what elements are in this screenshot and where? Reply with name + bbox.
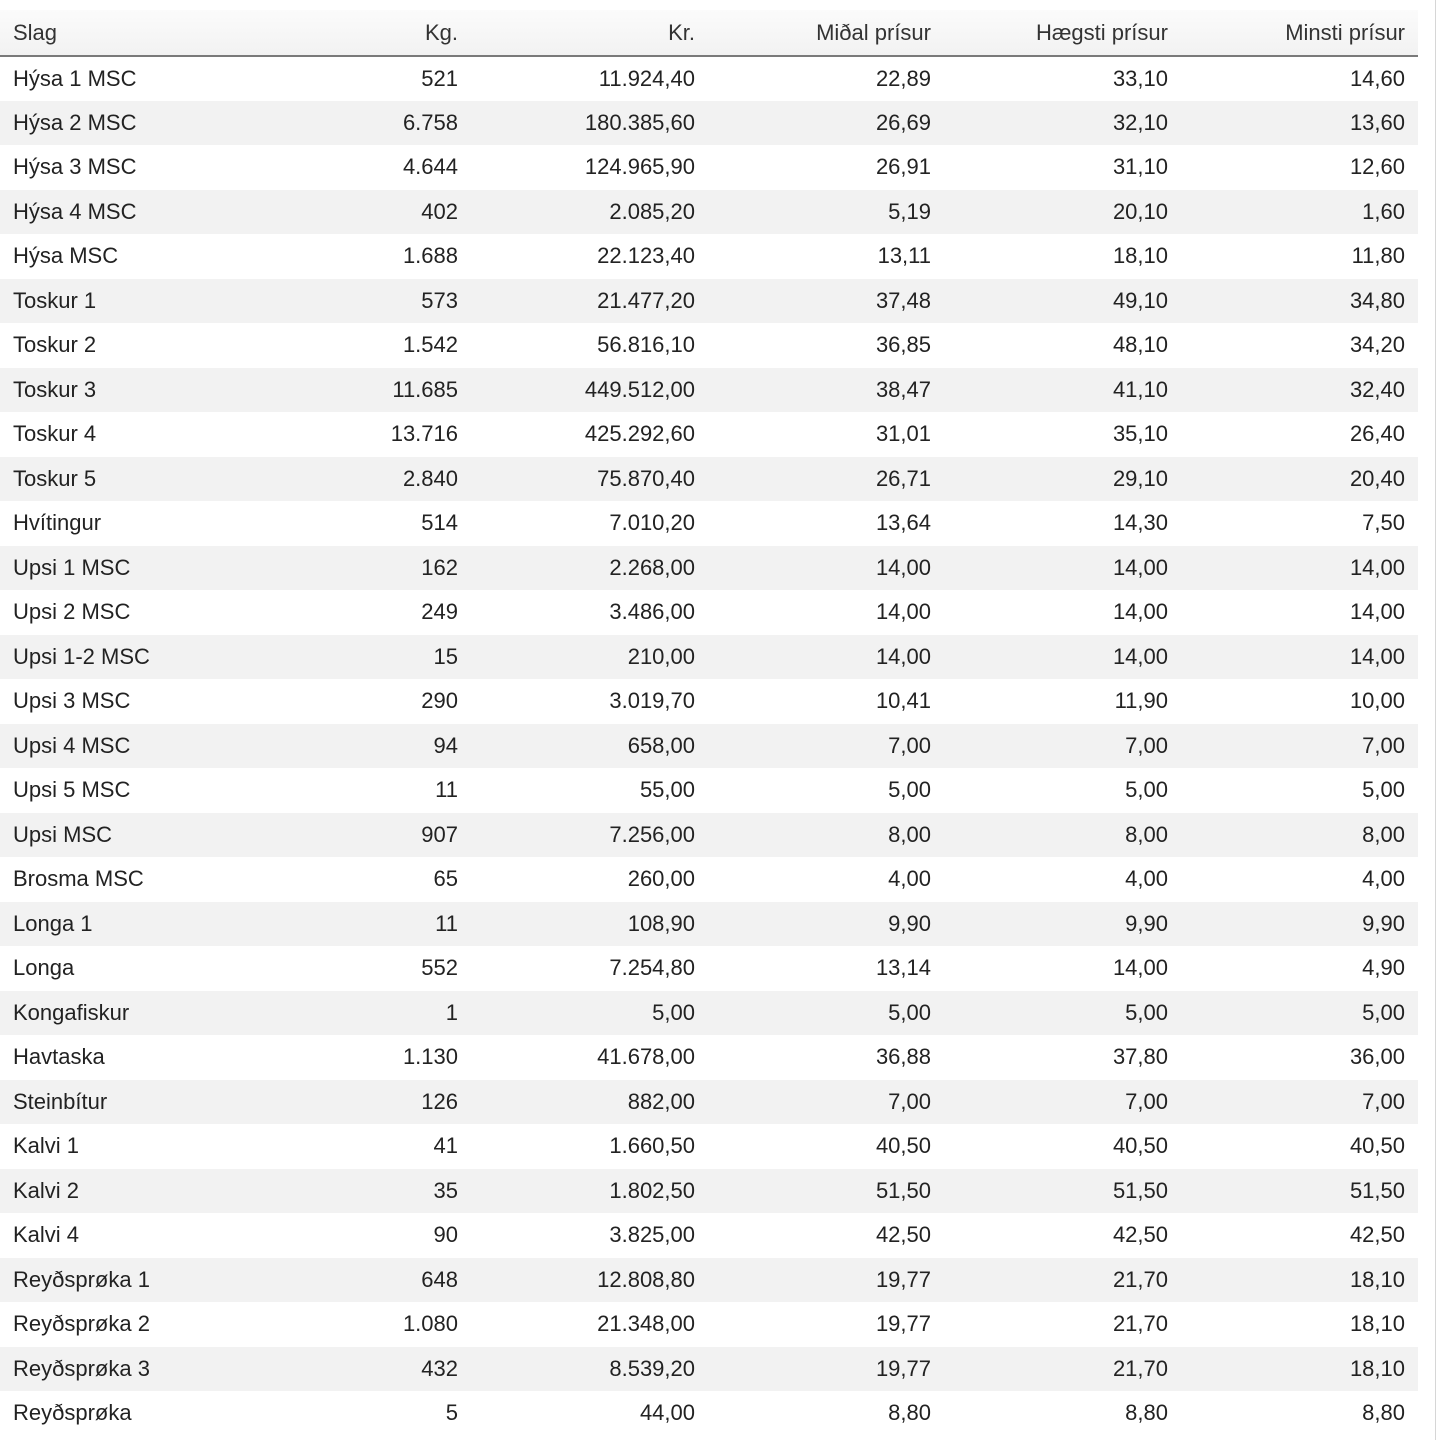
cell-average-price: 10,41 — [875, 688, 931, 714]
cell-kr: 1.802,50 — [609, 1177, 695, 1203]
cell-highest-price: 37,80 — [1112, 1044, 1168, 1070]
cell-average-price: 14,00 — [875, 643, 931, 669]
cell-kr: 658,00 — [627, 732, 695, 758]
cell-highest-price: 14,30 — [1112, 510, 1168, 536]
cell-kr: 210,00 — [627, 643, 695, 669]
cell-slag: Kalvi 1 — [13, 1133, 80, 1159]
cell-slag: Upsi MSC — [13, 821, 113, 847]
cell-kg: 1 — [445, 999, 458, 1025]
cell-lowest-price: 8,80 — [1362, 1400, 1405, 1426]
cell-average-price: 7,00 — [888, 1088, 931, 1114]
cell-average-price: 38,47 — [875, 376, 931, 402]
table-row — [0, 1169, 1418, 1214]
cell-kr: 75.870,40 — [597, 465, 695, 491]
cell-kg: 65 — [433, 866, 458, 892]
cell-average-price: 19,77 — [875, 1266, 931, 1292]
cell-lowest-price: 20,40 — [1349, 465, 1405, 491]
cell-average-price: 14,00 — [875, 554, 931, 580]
cell-average-price: 5,00 — [888, 999, 931, 1025]
cell-lowest-price: 51,50 — [1349, 1177, 1405, 1203]
cell-kr: 21.477,20 — [597, 287, 695, 313]
cell-kr: 7.254,80 — [609, 955, 695, 981]
cell-lowest-price: 4,00 — [1362, 866, 1405, 892]
cell-slag: Upsi 2 MSC — [13, 599, 131, 625]
cell-lowest-price: 7,00 — [1362, 732, 1405, 758]
cell-highest-price: 48,10 — [1112, 332, 1168, 358]
cell-lowest-price: 5,00 — [1362, 777, 1405, 803]
cell-highest-price: 33,10 — [1112, 65, 1168, 91]
cell-highest-price: 20,10 — [1112, 198, 1168, 224]
cell-slag: Reyðsprøka — [13, 1400, 132, 1426]
cell-kg: 648 — [421, 1266, 458, 1292]
cell-average-price: 36,88 — [875, 1044, 931, 1070]
cell-highest-price: 49,10 — [1112, 287, 1168, 313]
cell-lowest-price: 1,60 — [1362, 198, 1405, 224]
cell-highest-price: 11,90 — [1114, 688, 1168, 714]
cell-kg: 6.758 — [402, 109, 458, 135]
table-row — [0, 991, 1418, 1036]
table-row — [0, 635, 1418, 680]
cell-average-price: 13,11 — [877, 243, 931, 269]
cell-lowest-price: 34,20 — [1349, 332, 1405, 358]
table-row — [0, 101, 1418, 146]
cell-kg: 35 — [433, 1177, 458, 1203]
table-row — [0, 190, 1418, 235]
cell-average-price: 31,01 — [875, 421, 931, 447]
cell-average-price: 26,91 — [875, 154, 931, 180]
cell-kr: 108,90 — [627, 910, 695, 936]
header-row — [0, 10, 1418, 56]
cell-average-price: 8,80 — [888, 1400, 931, 1426]
price-table — [0, 10, 1418, 1436]
cell-kg: 126 — [421, 1088, 458, 1114]
cell-kr: 12.808,80 — [597, 1266, 695, 1292]
cell-lowest-price: 7,00 — [1362, 1088, 1405, 1114]
cell-average-price: 26,69 — [875, 109, 931, 135]
cell-lowest-price: 18,10 — [1349, 1355, 1405, 1381]
cell-lowest-price: 14,00 — [1349, 643, 1405, 669]
cell-slag: Toskur 4 — [13, 421, 97, 447]
cell-kr: 260,00 — [627, 866, 695, 892]
cell-slag: Steinbítur — [13, 1088, 108, 1114]
cell-kr: 124.965,90 — [584, 154, 695, 180]
cell-highest-price: 32,10 — [1112, 109, 1168, 135]
table-row — [0, 1391, 1418, 1436]
cell-slag: Hýsa 1 MSC — [13, 65, 137, 91]
cell-kr: 55,00 — [639, 777, 695, 803]
cell-slag: Kongafiskur — [13, 999, 130, 1025]
column-header-slag[interactable]: Slag — [0, 10, 235, 56]
cell-lowest-price: 5,00 — [1362, 999, 1405, 1025]
cell-kg: 1.542 — [402, 332, 458, 358]
cell-kg: 521 — [421, 65, 458, 91]
table-row — [0, 234, 1418, 279]
cell-average-price: 9,90 — [888, 910, 931, 936]
cell-kg: 90 — [433, 1222, 458, 1248]
cell-kr: 7.256,00 — [609, 821, 695, 847]
table-row — [0, 1258, 1418, 1303]
cell-slag: Havtaska — [13, 1044, 105, 1070]
cell-kg: 5 — [445, 1400, 458, 1426]
cell-kg: 514 — [421, 510, 458, 536]
cell-average-price: 5,00 — [888, 777, 931, 803]
table-row — [0, 902, 1418, 947]
cell-lowest-price: 36,00 — [1349, 1044, 1405, 1070]
cell-slag: Hýsa 4 MSC — [13, 198, 137, 224]
cell-slag: Kalvi 4 — [13, 1222, 80, 1248]
table-row — [0, 1213, 1418, 1258]
cell-kr: 882,00 — [627, 1088, 695, 1114]
cell-lowest-price: 40,50 — [1349, 1133, 1405, 1159]
cell-kg: 1.080 — [402, 1311, 458, 1337]
cell-slag: Reyðsprøka 1 — [13, 1266, 150, 1292]
cell-highest-price: 5,00 — [1125, 777, 1168, 803]
cell-kg: 94 — [433, 732, 458, 758]
cell-kr: 3.486,00 — [609, 599, 695, 625]
cell-kr: 41.678,00 — [597, 1044, 695, 1070]
cell-slag: Hýsa 2 MSC — [13, 109, 137, 135]
cell-slag: Hýsa MSC — [13, 243, 119, 269]
cell-lowest-price: 14,60 — [1349, 65, 1405, 91]
cell-lowest-price: 42,50 — [1349, 1222, 1405, 1248]
cell-kg: 15 — [433, 643, 458, 669]
cell-kg: 552 — [421, 955, 458, 981]
table-row — [0, 323, 1418, 368]
cell-kr: 2.268,00 — [609, 554, 695, 580]
cell-slag: Toskur 3 — [13, 376, 97, 402]
cell-average-price: 42,50 — [875, 1222, 931, 1248]
cell-highest-price: 5,00 — [1125, 999, 1168, 1025]
cell-average-price: 13,64 — [875, 510, 931, 536]
table-row — [0, 1124, 1418, 1169]
page-edge-divider — [1435, 0, 1436, 1440]
cell-highest-price: 14,00 — [1112, 955, 1168, 981]
cell-highest-price: 35,10 — [1112, 421, 1168, 447]
cell-kg: 1.130 — [402, 1044, 458, 1070]
cell-average-price: 5,19 — [888, 198, 931, 224]
cell-slag: Hýsa 3 MSC — [13, 154, 137, 180]
cell-highest-price: 7,00 — [1125, 1088, 1168, 1114]
table-row — [0, 279, 1418, 324]
table-row — [0, 946, 1418, 991]
cell-highest-price: 14,00 — [1112, 643, 1168, 669]
column-header-average-price[interactable]: Miðal prísur — [708, 10, 944, 56]
cell-slag: Upsi 5 MSC — [13, 777, 131, 803]
cell-highest-price: 21,70 — [1112, 1355, 1168, 1381]
cell-average-price: 8,00 — [888, 821, 931, 847]
table-row — [0, 1035, 1418, 1080]
table-row — [0, 145, 1418, 190]
cell-slag: Reyðsprøka 3 — [13, 1355, 150, 1381]
cell-average-price: 19,77 — [875, 1355, 931, 1381]
cell-highest-price: 42,50 — [1112, 1222, 1168, 1248]
cell-highest-price: 8,00 — [1125, 821, 1168, 847]
cell-slag: Toskur 5 — [13, 465, 97, 491]
cell-slag: Toskur 2 — [13, 332, 97, 358]
cell-kg: 11.685 — [392, 376, 458, 402]
cell-kg: 907 — [421, 821, 458, 847]
cell-kr: 449.512,00 — [584, 376, 695, 402]
column-header-highest-price[interactable]: Hægsti prísur — [944, 10, 1181, 56]
cell-kg: 41 — [433, 1133, 458, 1159]
column-header-kg[interactable]: Kg. — [235, 10, 471, 56]
table-row — [0, 56, 1418, 101]
cell-slag: Brosma MSC — [13, 866, 144, 892]
cell-highest-price: 21,70 — [1112, 1311, 1168, 1337]
cell-kr: 180.385,60 — [584, 109, 695, 135]
cell-average-price: 19,77 — [875, 1311, 931, 1337]
cell-average-price: 26,71 — [875, 465, 931, 491]
cell-highest-price: 40,50 — [1112, 1133, 1168, 1159]
cell-lowest-price: 14,00 — [1349, 599, 1405, 625]
cell-slag: Upsi 3 MSC — [13, 688, 131, 714]
table-row — [0, 546, 1418, 591]
table-row — [0, 857, 1418, 902]
cell-average-price: 7,00 — [888, 732, 931, 758]
cell-kg: 4.644 — [402, 154, 458, 180]
cell-lowest-price: 7,50 — [1362, 510, 1405, 536]
cell-lowest-price: 12,60 — [1349, 154, 1405, 180]
cell-lowest-price: 18,10 — [1349, 1311, 1405, 1337]
table-row — [0, 457, 1418, 502]
cell-lowest-price: 34,80 — [1349, 287, 1405, 313]
cell-lowest-price: 10,00 — [1349, 688, 1405, 714]
cell-kg: 402 — [421, 198, 458, 224]
cell-kg: 11 — [435, 777, 458, 803]
cell-kg: 11 — [435, 910, 458, 936]
cell-slag: Upsi 1 MSC — [13, 554, 131, 580]
cell-kr: 3.019,70 — [609, 688, 695, 714]
cell-highest-price: 7,00 — [1125, 732, 1168, 758]
cell-highest-price: 51,50 — [1112, 1177, 1168, 1203]
cell-average-price: 36,85 — [875, 332, 931, 358]
cell-highest-price: 21,70 — [1112, 1266, 1168, 1292]
cell-average-price: 40,50 — [875, 1133, 931, 1159]
cell-average-price: 51,50 — [875, 1177, 931, 1203]
table-row — [0, 368, 1418, 413]
cell-kg: 249 — [421, 599, 458, 625]
cell-slag: Hvítingur — [13, 510, 102, 536]
table-body — [0, 56, 1418, 1436]
cell-slag: Toskur 1 — [13, 287, 97, 313]
cell-kr: 22.123,40 — [597, 243, 695, 269]
cell-kg: 2.840 — [402, 465, 458, 491]
cell-highest-price: 9,90 — [1125, 910, 1168, 936]
cell-slag: Upsi 1-2 MSC — [13, 643, 150, 669]
cell-kr: 7.010,20 — [609, 510, 695, 536]
cell-kr: 425.292,60 — [584, 421, 695, 447]
cell-highest-price: 18,10 — [1112, 243, 1168, 269]
cell-highest-price: 29,10 — [1112, 465, 1168, 491]
column-header-lowest-price[interactable]: Minsti prísur — [1181, 10, 1418, 56]
column-header-kr[interactable]: Kr. — [471, 10, 708, 56]
cell-lowest-price: 18,10 — [1349, 1266, 1405, 1292]
cell-lowest-price: 8,00 — [1362, 821, 1405, 847]
cell-slag: Upsi 4 MSC — [13, 732, 131, 758]
cell-slag: Longa — [13, 955, 75, 981]
cell-kr: 11.924,40 — [598, 65, 695, 91]
table-row — [0, 501, 1418, 546]
cell-highest-price: 14,00 — [1112, 599, 1168, 625]
cell-kg: 290 — [421, 688, 458, 714]
table-row — [0, 1302, 1418, 1347]
cell-highest-price: 31,10 — [1112, 154, 1168, 180]
cell-slag: Longa 1 — [13, 910, 93, 936]
cell-kg: 13.716 — [390, 421, 458, 447]
price-table-container — [0, 10, 1418, 1436]
cell-lowest-price: 14,00 — [1349, 554, 1405, 580]
cell-kr: 1.660,50 — [609, 1133, 695, 1159]
cell-kg: 1.688 — [402, 243, 458, 269]
table-row — [0, 1080, 1418, 1125]
cell-lowest-price: 13,60 — [1349, 109, 1405, 135]
cell-lowest-price: 11,80 — [1351, 243, 1405, 269]
cell-average-price: 22,89 — [875, 65, 931, 91]
cell-kr: 3.825,00 — [609, 1222, 695, 1248]
cell-kg: 162 — [421, 554, 458, 580]
cell-kr: 56.816,10 — [597, 332, 695, 358]
cell-slag: Kalvi 2 — [13, 1177, 80, 1203]
cell-kr: 44,00 — [639, 1400, 695, 1426]
table-row — [0, 412, 1418, 457]
cell-lowest-price: 26,40 — [1349, 421, 1405, 447]
table-row — [0, 724, 1418, 769]
cell-average-price: 14,00 — [875, 599, 931, 625]
cell-highest-price: 14,00 — [1112, 554, 1168, 580]
cell-kg: 573 — [421, 287, 458, 313]
cell-lowest-price: 4,90 — [1362, 955, 1405, 981]
table-row — [0, 590, 1418, 635]
table-row — [0, 679, 1418, 724]
table-row — [0, 1347, 1418, 1392]
cell-lowest-price: 32,40 — [1349, 376, 1405, 402]
cell-average-price: 37,48 — [875, 287, 931, 313]
cell-lowest-price: 9,90 — [1362, 910, 1405, 936]
table-row — [0, 768, 1418, 813]
table-row — [0, 813, 1418, 858]
cell-highest-price: 8,80 — [1125, 1400, 1168, 1426]
cell-kr: 2.085,20 — [609, 198, 695, 224]
cell-highest-price: 41,10 — [1112, 376, 1168, 402]
cell-kr: 5,00 — [652, 999, 695, 1025]
cell-highest-price: 4,00 — [1125, 866, 1168, 892]
table-header — [0, 10, 1418, 56]
cell-slag: Reyðsprøka 2 — [13, 1311, 150, 1337]
cell-average-price: 4,00 — [888, 866, 931, 892]
cell-kg: 432 — [421, 1355, 458, 1381]
cell-kr: 8.539,20 — [609, 1355, 695, 1381]
cell-kr: 21.348,00 — [597, 1311, 695, 1337]
cell-average-price: 13,14 — [875, 955, 931, 981]
